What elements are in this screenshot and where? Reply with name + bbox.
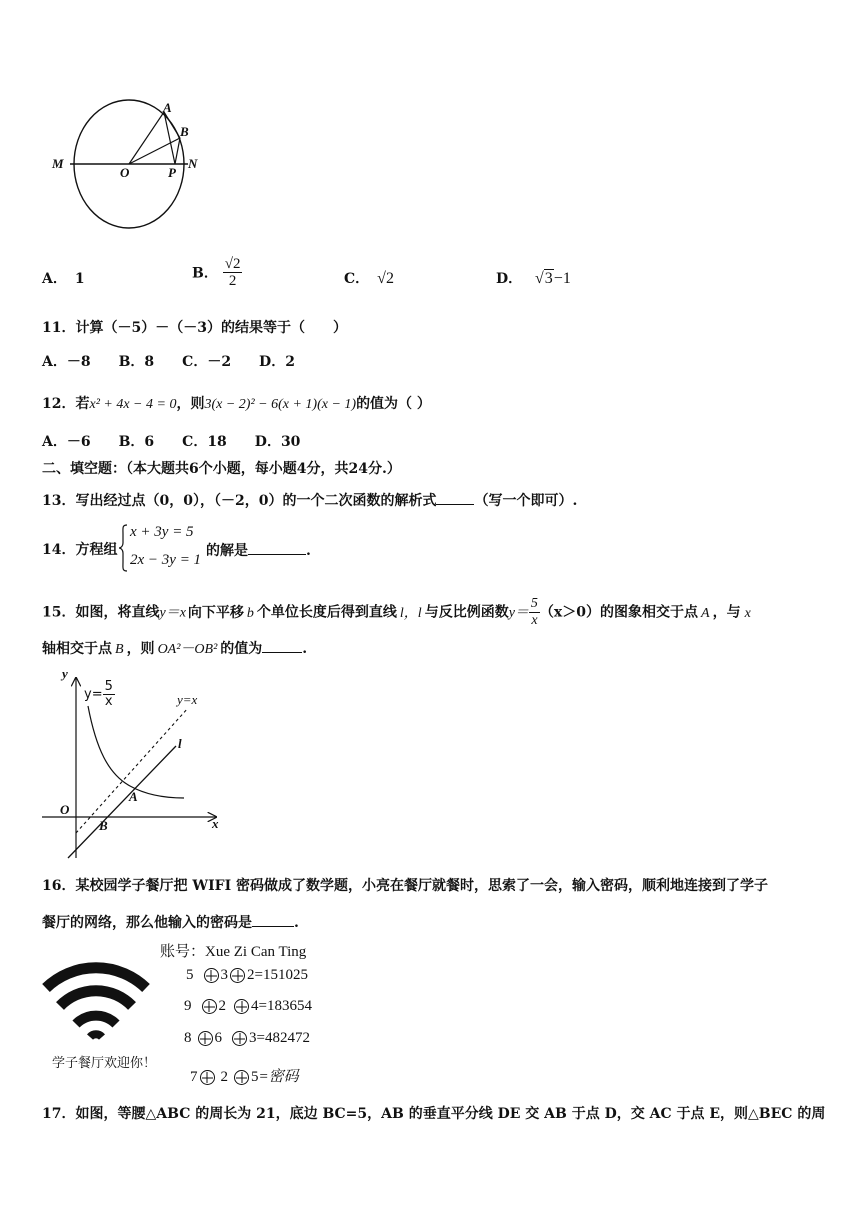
cipher-row-2: 9 2 4=183654	[184, 998, 312, 1014]
q12-condition: x² + 4x − 4 = 0	[89, 397, 177, 412]
q15-answer-blank	[262, 638, 302, 653]
graph-l-label: l	[178, 736, 182, 751]
q15-fraction: $\frac{5}{x}$	[530, 596, 538, 628]
q12-options: A．－6 B．6 C．18 D．30	[42, 434, 301, 450]
label-n: N	[188, 156, 198, 171]
q11-options: A．－8 B．8 C．－2 D．2	[42, 354, 295, 370]
q14-answer-blank	[248, 540, 306, 555]
segment-bp	[175, 138, 180, 164]
graph-origin-label: O	[60, 802, 70, 817]
q12-expression: 3(x − 2)² − 6(x + 1)(x − 1)	[204, 397, 357, 412]
cipher-row-1: 5 3 2=151025	[186, 967, 308, 983]
q15-line2: 轴相交于点 B ，则 OA²－OB² 的值为 .	[42, 638, 307, 660]
q12-stem: 12．若x² + 4x − 4 = 0，则3(x − 2)² − 6(x + 1)(x − 1)的值为（ ）	[42, 396, 431, 412]
q16-line2: 餐厅的网络，那么他输入的密码是 .	[42, 912, 299, 933]
q10-option-c: C． √2	[344, 270, 394, 287]
q17-line1: 17．如图，等腰△ABC 的周长为 21，底边 BC=5，AB 的垂直平分线 DE 交 AB 于点 D，交 AC 于点 E，则△BEC 的周	[42, 1106, 826, 1122]
q16-answer-blank	[252, 912, 294, 927]
label-o: O	[120, 165, 130, 180]
cipher-row-4: 7 2 5=密码	[190, 1069, 299, 1085]
graph-y-label: y	[62, 666, 68, 681]
label-a: A	[163, 100, 172, 115]
q14-eq1: x + 3y = 5	[130, 524, 194, 540]
line-l	[68, 746, 176, 858]
segment-oa	[129, 112, 164, 164]
q10-option-a: A． 1	[42, 271, 85, 287]
system-brace	[118, 524, 128, 572]
q16-line1: 16．某校园学子餐厅把 WIFI 密码做成了数学题，小亮在餐厅就餐时，思索了一会，输入密码，顺利地连接到了学子	[42, 878, 768, 894]
q14-suffix: 的解是 .	[206, 540, 311, 561]
graph-x-label: x	[212, 816, 219, 831]
q15-graph	[38, 668, 228, 863]
wifi-welcome: 学子餐厅欢迎你！	[52, 1056, 157, 1071]
cipher-row-3: 8 6 3=482472	[184, 1030, 310, 1046]
q13-answer-blank	[436, 490, 474, 505]
q14-eq2: 2x − 3y = 1	[130, 552, 202, 568]
graph-yx-label: y=x	[177, 692, 198, 707]
label-b: B	[180, 124, 189, 139]
section-heading: 二、填空题：（本大题共6个小题，每小题4分，共24分.）	[42, 461, 401, 477]
graph-b-label: B	[99, 818, 108, 833]
fraction-root2-over-2: $\frac{√2}{2}$	[224, 256, 241, 289]
graph-curve-label: y= $\frac{5}{x}$	[84, 679, 113, 709]
q13-stem: 13．写出经过点（0，0），（－2，0）的一个二次函数的解析式 （写一个即可）.	[42, 490, 577, 511]
q10-option-b: B． $\frac{√2}{2}$	[192, 256, 241, 289]
q14-prefix: 14．方程组	[42, 542, 118, 558]
wifi-account: 账号：Xue Zi Can Ting	[160, 944, 307, 960]
q11-stem: 11．计算（－5）－（－3）的结果等于（ ）	[42, 320, 347, 336]
wifi-icon	[40, 944, 152, 1044]
graph-a-label: A	[129, 789, 138, 804]
q10-option-d: D． √3−1	[496, 270, 571, 287]
label-p: P	[168, 165, 176, 180]
label-m: M	[52, 156, 64, 171]
q15-line1: 15．如图，将直线y＝x 向下平移 b 个单位长度后得到直线 l，l 与反比例函数y＝ $\frac{5}{x}$ （x＞0）的图象相交于点 A ，与 x	[42, 596, 751, 628]
